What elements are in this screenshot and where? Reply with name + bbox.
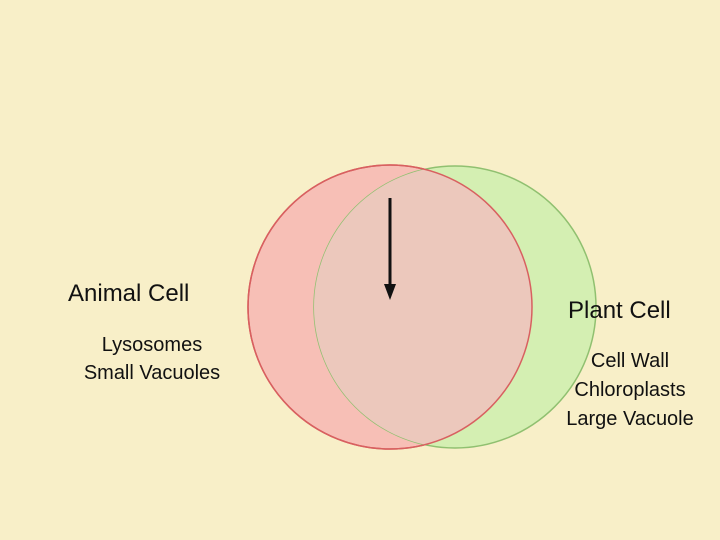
plant-cell-heading: Plant Cell — [568, 297, 671, 324]
list-item: Small Vacuoles — [83, 362, 221, 384]
animal-cell-list — [52, 331, 252, 387]
animal-cell-heading: Animal Cell — [68, 280, 190, 307]
list-item: Chloroplasts — [574, 379, 686, 401]
plant-cell-list — [545, 347, 715, 434]
list-item: Lysosomes — [101, 334, 203, 356]
list-item: Large Vacuole — [566, 408, 694, 430]
list-item: Cell Wall — [590, 350, 670, 372]
